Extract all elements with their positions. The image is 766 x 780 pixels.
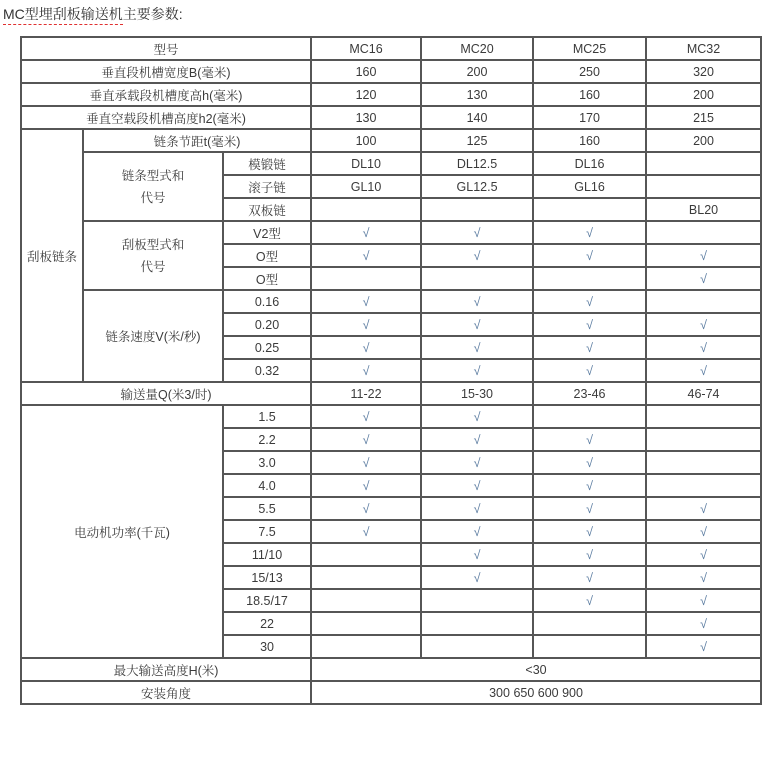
check-cell: √ <box>311 290 421 313</box>
check-cell: √ <box>533 313 646 336</box>
sub-label: 0.25 <box>223 336 311 359</box>
scraper-type-label-line1: 刮板型式和 <box>121 237 185 252</box>
sub-label: 4.0 <box>223 474 311 497</box>
value-cell: 160 <box>311 60 421 83</box>
check-cell <box>311 267 421 290</box>
value-cell: DL12.5 <box>421 152 533 175</box>
check-cell: √ <box>533 336 646 359</box>
model-header-mc32: MC32 <box>646 37 761 60</box>
check-cell: √ <box>421 313 533 336</box>
value-cell: 160 <box>533 129 646 152</box>
check-cell: √ <box>311 244 421 267</box>
sub-label: O型 <box>223 267 311 290</box>
row-label-model: 型号 <box>21 37 311 60</box>
table-row-model <box>21 37 761 60</box>
check-cell: √ <box>646 589 761 612</box>
value-cell: 140 <box>421 106 533 129</box>
value-cell: 100 <box>311 129 421 152</box>
check-cell: √ <box>646 336 761 359</box>
check-cell: √ <box>533 589 646 612</box>
check-cell <box>311 543 421 566</box>
check-cell: √ <box>421 428 533 451</box>
value-cell: GL10 <box>311 175 421 198</box>
sub-label: 7.5 <box>223 520 311 543</box>
check-cell: √ <box>311 221 421 244</box>
check-cell: √ <box>311 497 421 520</box>
value-cell <box>533 198 646 221</box>
check-cell <box>311 635 421 658</box>
sub-label: 双板链 <box>223 198 311 221</box>
check-cell <box>646 451 761 474</box>
value-cell: 46-74 <box>646 382 761 405</box>
value-cell: 250 <box>533 60 646 83</box>
check-cell <box>421 635 533 658</box>
sub-label: V2型 <box>223 221 311 244</box>
row-label: 输送量Q(米3/时) <box>21 382 311 405</box>
check-cell <box>646 405 761 428</box>
title-rest-text: 主要参数: <box>122 6 183 22</box>
table-row-scraper-type-v2 <box>21 221 761 244</box>
value-cell: 23-46 <box>533 382 646 405</box>
value-cell: 15-30 <box>421 382 533 405</box>
value-cell: 125 <box>421 129 533 152</box>
sub-label: 滚子链 <box>223 175 311 198</box>
check-cell <box>533 635 646 658</box>
parameters-table <box>20 36 762 705</box>
check-cell <box>646 221 761 244</box>
check-cell: √ <box>421 405 533 428</box>
check-cell: √ <box>421 221 533 244</box>
value-cell <box>421 198 533 221</box>
value-cell-wide: 300 650 600 900 <box>311 681 761 704</box>
check-cell <box>533 612 646 635</box>
check-cell <box>421 589 533 612</box>
scraper-type-label-line2: 代号 <box>140 259 166 274</box>
check-cell: √ <box>421 451 533 474</box>
check-cell <box>311 566 421 589</box>
check-cell: √ <box>646 635 761 658</box>
check-cell: √ <box>646 244 761 267</box>
check-cell: √ <box>311 359 421 382</box>
check-cell <box>421 612 533 635</box>
chain-type-label-line2: 代号 <box>140 190 166 205</box>
check-cell: √ <box>533 520 646 543</box>
sub-label: 15/13 <box>223 566 311 589</box>
table-row-max-height <box>21 658 761 681</box>
check-cell: √ <box>421 244 533 267</box>
model-header-mc16: MC16 <box>311 37 421 60</box>
sub-label: O型 <box>223 244 311 267</box>
group-label-scraper-chain: 刮板链条 <box>21 129 83 382</box>
check-cell: √ <box>421 474 533 497</box>
group-label-motor-power: 电动机功率(千瓦) <box>21 405 223 658</box>
sub-label: 0.16 <box>223 290 311 313</box>
row-label: 垂直段机槽宽度B(毫米) <box>21 60 311 83</box>
check-cell <box>311 589 421 612</box>
sub-label: 22 <box>223 612 311 635</box>
value-cell <box>646 152 761 175</box>
check-cell: √ <box>646 543 761 566</box>
sub-label: 模锻链 <box>223 152 311 175</box>
check-cell: √ <box>646 497 761 520</box>
row-label: 最大输送高度H(米) <box>21 658 311 681</box>
sub-label: 30 <box>223 635 311 658</box>
check-cell: √ <box>533 428 646 451</box>
row-label-scraper-type <box>83 221 223 290</box>
sub-label: 2.2 <box>223 428 311 451</box>
check-cell: √ <box>421 497 533 520</box>
check-cell: √ <box>533 497 646 520</box>
value-cell: 130 <box>421 83 533 106</box>
check-cell: √ <box>646 359 761 382</box>
check-cell: √ <box>311 428 421 451</box>
model-header-mc20: MC20 <box>421 37 533 60</box>
chain-type-label-line1: 链条型式和 <box>121 168 185 183</box>
value-cell: BL20 <box>646 198 761 221</box>
table-row-chain-type-dl <box>21 152 761 175</box>
value-cell: 11-22 <box>311 382 421 405</box>
check-cell: √ <box>533 566 646 589</box>
row-label-chain-speed: 链条速度V(米/秒) <box>83 290 223 382</box>
check-cell: √ <box>646 313 761 336</box>
value-cell: 160 <box>533 83 646 106</box>
check-cell: √ <box>533 221 646 244</box>
sub-label: 3.0 <box>223 451 311 474</box>
sub-label: 1.5 <box>223 405 311 428</box>
value-cell: 200 <box>646 129 761 152</box>
check-cell: √ <box>533 543 646 566</box>
table-row-power-1-5 <box>21 405 761 428</box>
check-cell <box>421 267 533 290</box>
check-cell: √ <box>311 313 421 336</box>
page-title <box>3 5 766 23</box>
check-cell <box>533 267 646 290</box>
check-cell: √ <box>533 290 646 313</box>
check-cell: √ <box>421 520 533 543</box>
sub-label: 0.20 <box>223 313 311 336</box>
row-label: 链条节距t(毫米) <box>83 129 311 152</box>
check-cell <box>533 405 646 428</box>
check-cell: √ <box>311 451 421 474</box>
table-row-width-b <box>21 60 761 83</box>
check-cell: √ <box>533 359 646 382</box>
table-row-speed-016 <box>21 290 761 313</box>
value-cell: 215 <box>646 106 761 129</box>
row-label: 安装角度 <box>21 681 311 704</box>
check-cell: √ <box>533 451 646 474</box>
sub-label: 5.5 <box>223 497 311 520</box>
check-cell: √ <box>421 543 533 566</box>
check-cell: √ <box>533 244 646 267</box>
value-cell: 200 <box>646 83 761 106</box>
row-label-chain-type <box>83 152 223 221</box>
sub-label: 11/10 <box>223 543 311 566</box>
check-cell: √ <box>533 474 646 497</box>
check-cell <box>646 428 761 451</box>
value-cell: 200 <box>421 60 533 83</box>
check-cell <box>646 474 761 497</box>
sub-label: 18.5/17 <box>223 589 311 612</box>
row-label: 垂直承载段机槽度高h(毫米) <box>21 83 311 106</box>
table-row-capacity <box>21 382 761 405</box>
check-cell <box>311 612 421 635</box>
value-cell: 130 <box>311 106 421 129</box>
value-cell: GL12.5 <box>421 175 533 198</box>
check-cell: √ <box>311 405 421 428</box>
row-label: 垂直空载段机槽高度h2(毫米) <box>21 106 311 129</box>
sub-label: 0.32 <box>223 359 311 382</box>
value-cell: 170 <box>533 106 646 129</box>
check-cell: √ <box>311 520 421 543</box>
table-row-chain-pitch <box>21 129 761 152</box>
check-cell: √ <box>421 359 533 382</box>
check-cell: √ <box>646 267 761 290</box>
check-cell: √ <box>311 474 421 497</box>
check-cell: √ <box>646 612 761 635</box>
check-cell: √ <box>311 336 421 359</box>
check-cell: √ <box>646 566 761 589</box>
value-cell: 120 <box>311 83 421 106</box>
value-cell: DL16 <box>533 152 646 175</box>
table-row-height-h <box>21 83 761 106</box>
check-cell: √ <box>646 520 761 543</box>
value-cell: DL10 <box>311 152 421 175</box>
value-cell <box>646 175 761 198</box>
check-cell: √ <box>421 336 533 359</box>
title-underlined-text: MC型埋刮板输送机 <box>3 6 123 25</box>
table-row-height-h2 <box>21 106 761 129</box>
value-cell-wide: <30 <box>311 658 761 681</box>
check-cell: √ <box>421 290 533 313</box>
model-header-mc25: MC25 <box>533 37 646 60</box>
value-cell: 320 <box>646 60 761 83</box>
value-cell: GL16 <box>533 175 646 198</box>
check-cell <box>646 290 761 313</box>
check-cell: √ <box>421 566 533 589</box>
value-cell <box>311 198 421 221</box>
table-row-install-angle <box>21 681 761 704</box>
